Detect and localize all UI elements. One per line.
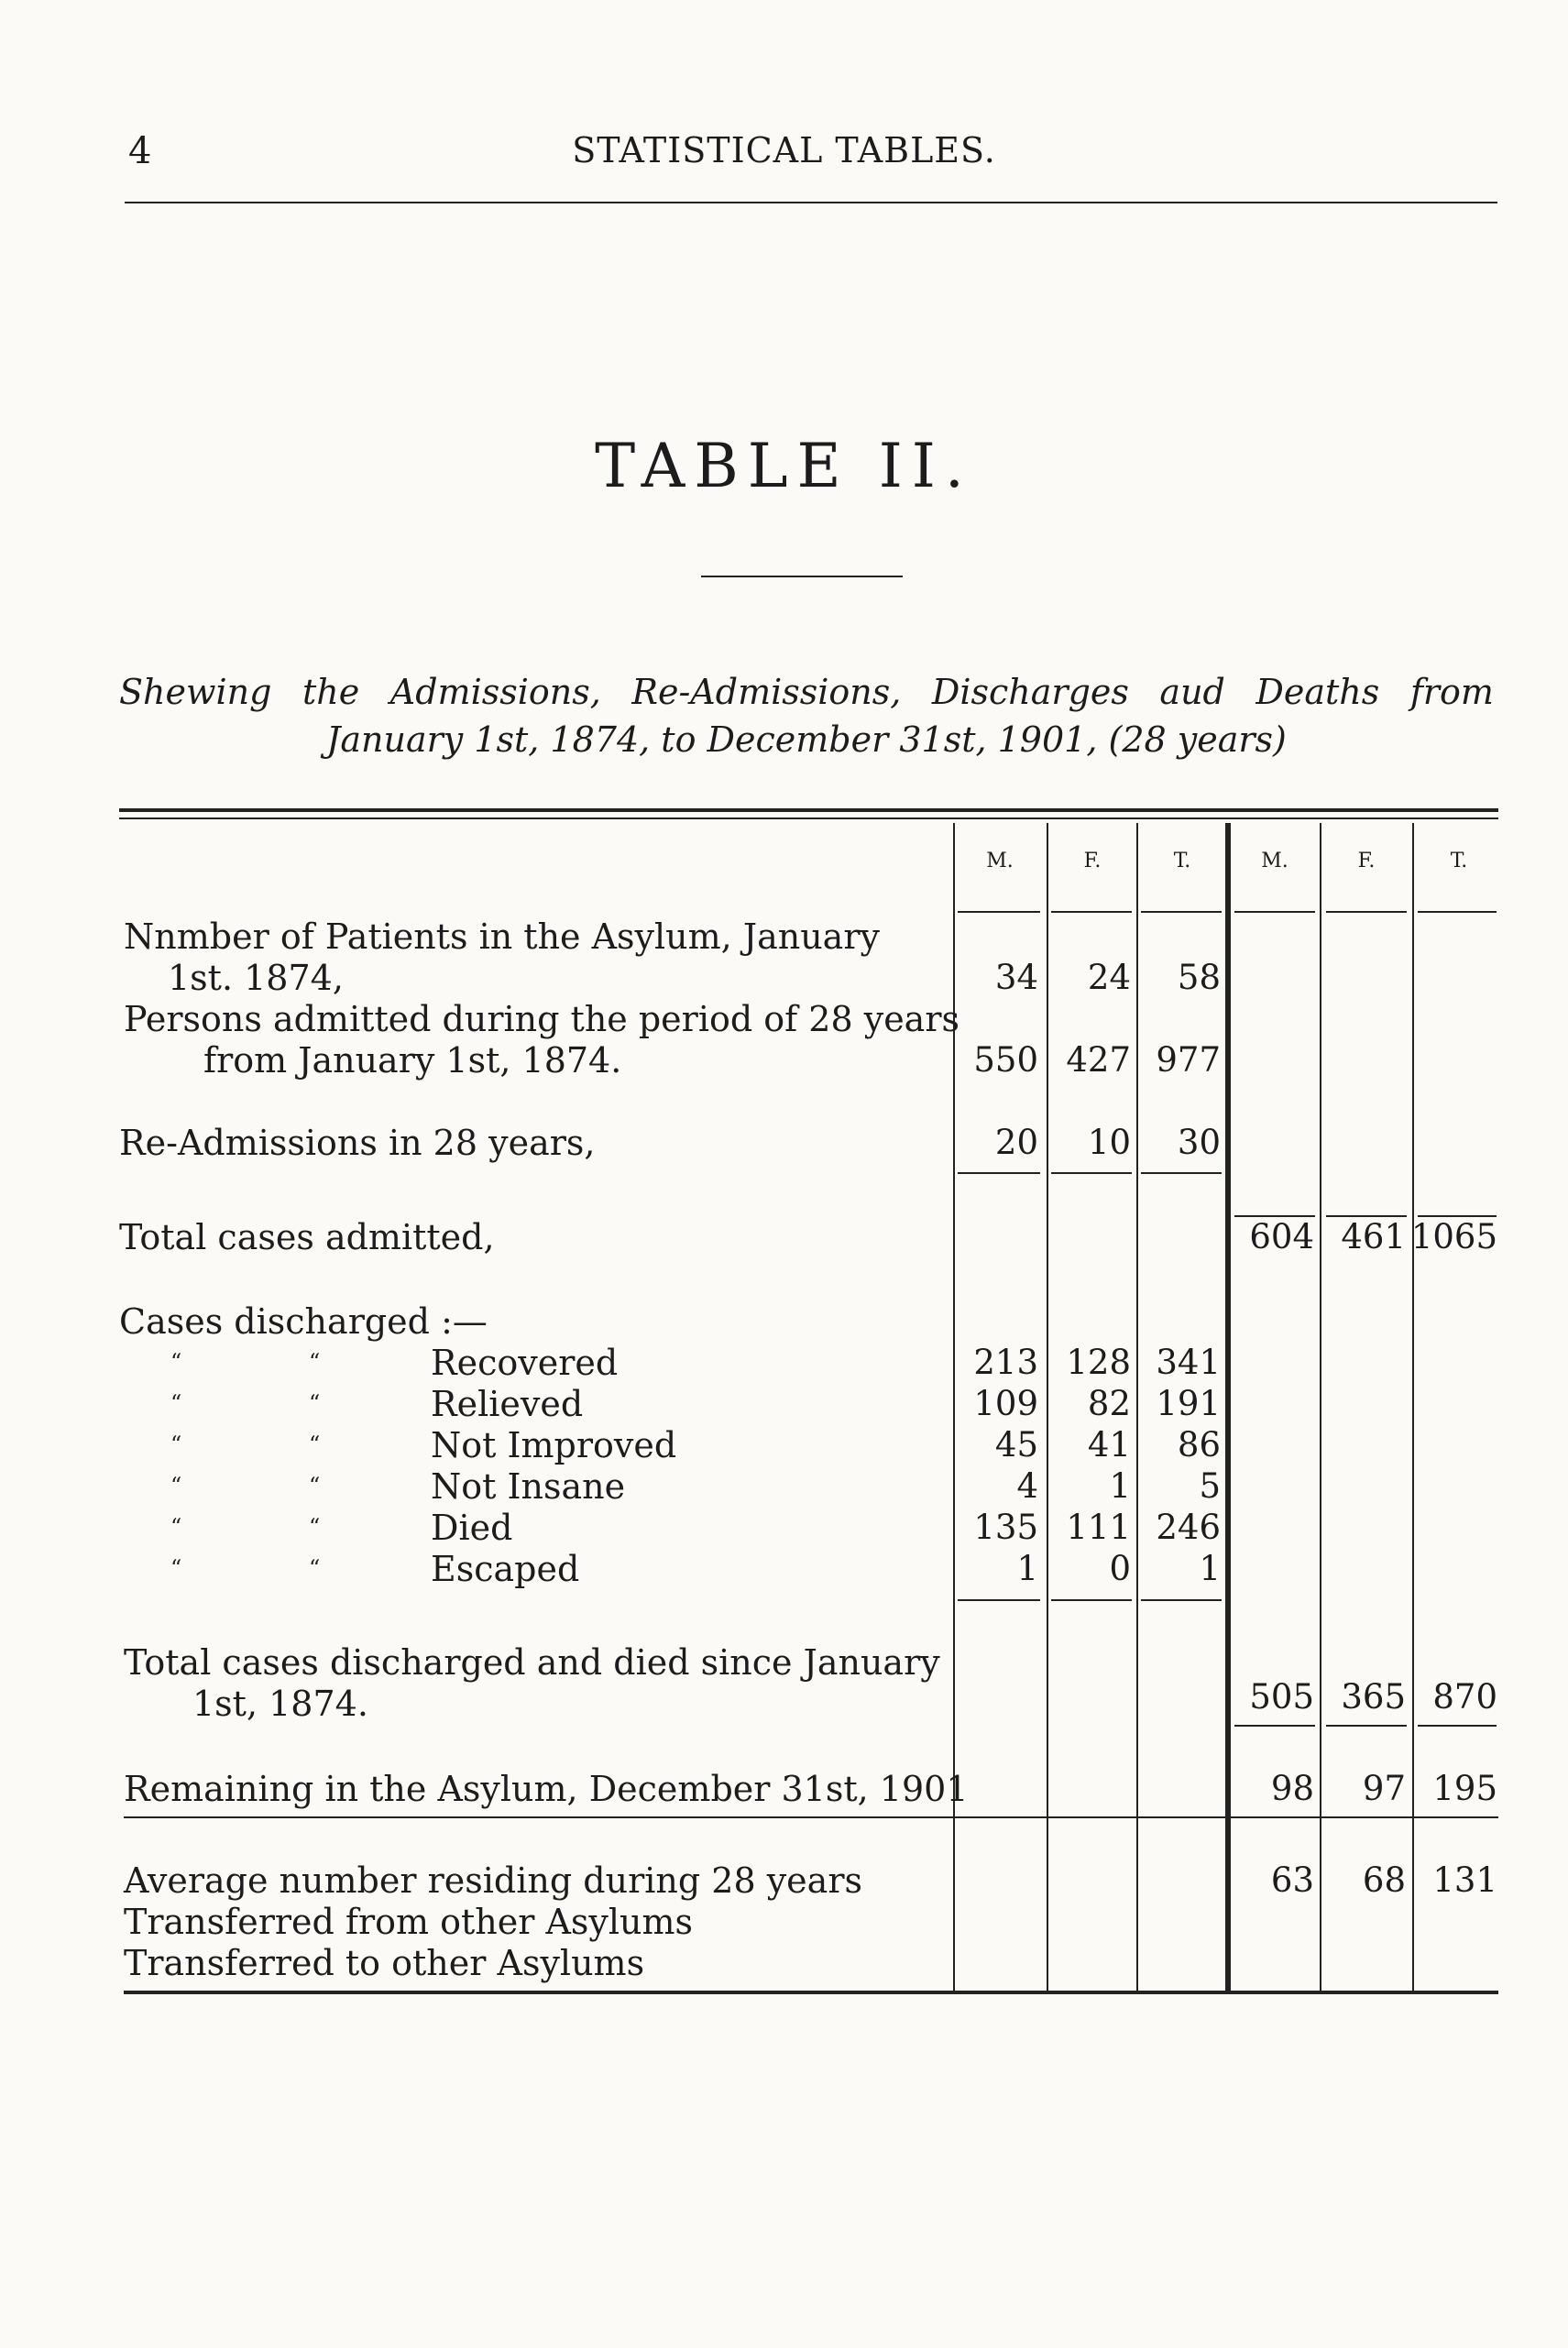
cell-f: 461 <box>1341 1217 1406 1256</box>
ditto-mark: “ <box>309 1514 321 1540</box>
row-rule <box>124 1816 1498 1818</box>
cell-m: 604 <box>1249 1217 1314 1256</box>
cell-t: 131 <box>1432 1860 1497 1900</box>
subtitle-line-1 <box>119 672 1494 712</box>
cell-f: 82 <box>1087 1384 1131 1423</box>
cell-t: 58 <box>1177 958 1221 997</box>
ditto-mark: “ <box>170 1473 182 1498</box>
row-label: 1st. 1874, <box>168 958 344 998</box>
title-rule <box>701 576 903 577</box>
header-underline <box>1141 911 1222 913</box>
cell-t: 341 <box>1156 1343 1221 1382</box>
cell-f: 68 <box>1362 1860 1406 1900</box>
header-underline <box>1234 911 1315 913</box>
row-label: Relieved <box>431 1384 584 1424</box>
subtitle-word: Re-Admissions, <box>631 672 902 712</box>
cell-t: 195 <box>1432 1769 1497 1808</box>
cell-f: 24 <box>1087 958 1131 997</box>
cell-m: 505 <box>1249 1677 1314 1717</box>
page-number: 4 <box>128 130 152 172</box>
column-header-f: F. <box>1083 850 1102 872</box>
cell-t: 246 <box>1156 1508 1221 1547</box>
running-title: STATISTICAL TABLES. <box>572 130 996 170</box>
subtotal-rule <box>1326 1725 1407 1727</box>
row-label: Re-Admissions in 28 years, <box>119 1123 596 1163</box>
cell-m: 213 <box>973 1343 1038 1382</box>
column-header-m: M. <box>986 850 1014 872</box>
ditto-mark: “ <box>170 1514 182 1540</box>
subtitle-line-2: January 1st, 1874, to December 31st, 1901, (28 years) <box>326 719 1287 760</box>
ditto-mark: “ <box>309 1432 321 1457</box>
ditto-mark: “ <box>170 1432 182 1457</box>
table-bottom-rule <box>124 1991 1498 1994</box>
cell-m: 45 <box>994 1425 1038 1465</box>
cell-f: 41 <box>1087 1425 1131 1465</box>
ditto-mark: “ <box>309 1555 321 1581</box>
header-underline <box>1326 911 1407 913</box>
subtotal-rule <box>1418 1725 1497 1727</box>
subtotal-rule <box>958 1599 1040 1601</box>
cell-t: 977 <box>1156 1040 1221 1080</box>
row-label: Not Improved <box>431 1425 677 1465</box>
cell-m: 63 <box>1270 1860 1314 1900</box>
row-label: Escaped <box>431 1549 580 1589</box>
header-underline <box>1418 911 1497 913</box>
row-label: Cases discharged :— <box>119 1301 488 1342</box>
table-top-rule-thick <box>119 808 1498 812</box>
subtitle-word: from <box>1409 672 1494 712</box>
subtitle-word: aud <box>1159 672 1225 712</box>
column-header-m: M. <box>1261 850 1288 872</box>
subtotal-rule <box>1141 1599 1222 1601</box>
table-title: TABLE II. <box>595 431 973 501</box>
header-underline <box>1051 911 1132 913</box>
cell-t: 870 <box>1432 1677 1497 1717</box>
cell-f: 97 <box>1362 1769 1406 1808</box>
cell-t: 5 <box>1199 1466 1221 1506</box>
subtotal-rule <box>1051 1599 1132 1601</box>
subtotal-rule <box>1051 1172 1132 1174</box>
cell-m: 34 <box>994 958 1038 997</box>
cell-m: 4 <box>1016 1466 1038 1506</box>
ditto-mark: “ <box>170 1390 182 1416</box>
subtitle-word: Admissions, <box>389 672 601 712</box>
row-label: Total cases admitted, <box>119 1217 495 1257</box>
cell-f: 0 <box>1109 1549 1131 1588</box>
cell-m: 135 <box>973 1508 1038 1547</box>
ditto-mark: “ <box>170 1349 182 1375</box>
row-label: from January 1st, 1874. <box>203 1040 622 1081</box>
row-label: Transferred to other Asylums <box>124 1943 645 1983</box>
header-rule <box>125 202 1497 203</box>
row-label: Recovered <box>431 1343 619 1383</box>
cell-t: 30 <box>1177 1123 1221 1162</box>
cell-m: 98 <box>1270 1769 1314 1808</box>
row-label: Nnmber of Patients in the Asylum, January <box>124 916 880 957</box>
subtitle-word: Deaths <box>1255 672 1380 712</box>
row-label: 1st, 1874. <box>192 1684 368 1724</box>
column-header-t: T. <box>1450 850 1468 872</box>
ditto-mark: “ <box>309 1349 321 1375</box>
cell-t: 1065 <box>1410 1217 1497 1256</box>
cell-f: 111 <box>1066 1508 1131 1547</box>
row-label: Total cases discharged and died since January <box>124 1642 940 1683</box>
column-header-f: F. <box>1357 850 1376 872</box>
cell-f: 1 <box>1109 1466 1131 1506</box>
header-underline <box>958 911 1040 913</box>
subtitle-word: Shewing <box>119 672 272 712</box>
row-label: Transferred from other Asylums <box>124 1902 694 1942</box>
ditto-mark: “ <box>309 1390 321 1416</box>
cell-f: 427 <box>1066 1040 1131 1080</box>
row-label: Persons admitted during the period of 28 years <box>124 999 959 1039</box>
cell-t: 191 <box>1156 1384 1221 1423</box>
row-label: Not Insane <box>431 1466 626 1507</box>
subtitle-word: the <box>302 672 360 712</box>
cell-m: 1 <box>1016 1549 1038 1588</box>
column-header-t: T. <box>1173 850 1191 872</box>
row-label: Remaining in the Asylum, December 31st, 1901 <box>124 1769 969 1809</box>
cell-t: 86 <box>1177 1425 1221 1465</box>
cell-m: 20 <box>994 1123 1038 1162</box>
subtotal-rule <box>958 1172 1040 1174</box>
cell-f: 365 <box>1341 1677 1406 1717</box>
ditto-mark: “ <box>309 1473 321 1498</box>
cell-f: 10 <box>1087 1123 1131 1162</box>
cell-f: 128 <box>1066 1343 1131 1382</box>
cell-m: 109 <box>973 1384 1038 1423</box>
subtotal-rule <box>1141 1172 1222 1174</box>
subtotal-rule <box>1234 1725 1315 1727</box>
cell-m: 550 <box>973 1040 1038 1080</box>
row-label: Average number residing during 28 years <box>124 1860 862 1901</box>
subtitle-word: Discharges <box>931 672 1129 712</box>
row-label: Died <box>431 1508 513 1548</box>
ditto-mark: “ <box>170 1555 182 1581</box>
cell-t: 1 <box>1199 1549 1221 1588</box>
table-top-rule-thin <box>119 817 1498 819</box>
